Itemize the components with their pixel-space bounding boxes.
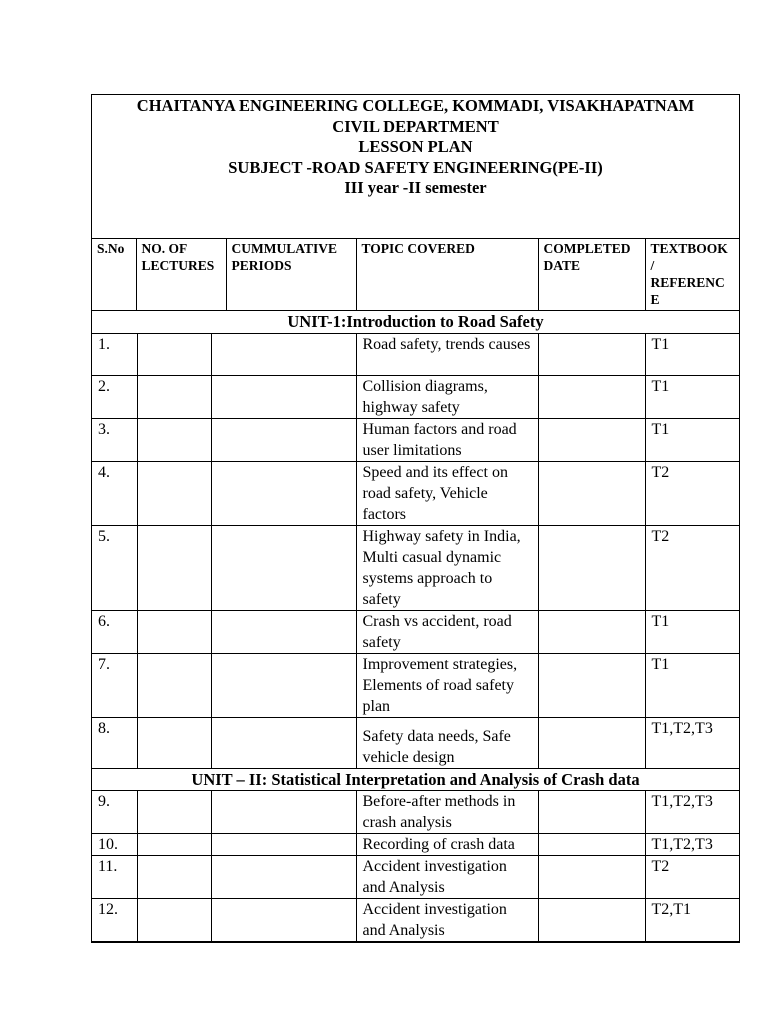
completed-date-cell	[538, 833, 645, 855]
completed-date-cell	[538, 461, 645, 525]
sno-cell: 8.	[92, 717, 137, 768]
reference-cell: T1,T2,T3	[645, 790, 739, 833]
sno-cell: 5.	[92, 525, 137, 610]
lectures-cell	[137, 375, 211, 418]
lesson-plan-table	[92, 239, 739, 311]
completed-date-cell	[538, 333, 645, 375]
topic-cell: Speed and its effect on road safety, Vehicle factors	[356, 461, 538, 525]
document-header	[92, 95, 739, 239]
year-semester: III year -II semester	[344, 178, 487, 197]
reference-cell: T2	[645, 855, 739, 898]
completed-date-cell	[538, 525, 645, 610]
department-name: CIVIL DEPARTMENT	[332, 116, 499, 136]
topic-cell: Before-after methods in crash analysis	[356, 790, 538, 833]
column-header-lectures: NO. OF LECTURES	[136, 239, 226, 311]
completed-date-cell	[538, 418, 645, 461]
reference-cell: T2	[645, 461, 739, 525]
cumulative-cell	[211, 333, 356, 375]
table-row	[92, 855, 739, 898]
sno-cell: 7.	[92, 653, 137, 717]
cumulative-cell	[211, 833, 356, 855]
cumulative-cell	[211, 525, 356, 610]
reference-cell: T1	[645, 333, 739, 375]
topic-cell: Recording of crash data	[356, 833, 538, 855]
table-row	[92, 525, 739, 610]
reference-cell: T1,T2,T3	[645, 833, 739, 855]
cumulative-cell	[211, 375, 356, 418]
lectures-cell	[137, 610, 211, 653]
sno-cell: 2.	[92, 375, 137, 418]
reference-cell: T1	[645, 375, 739, 418]
sno-cell: 1.	[92, 333, 137, 375]
topic-cell: Crash vs accident, road safety	[356, 610, 538, 653]
topic-cell: Safety data needs, Safe vehicle design	[356, 717, 538, 768]
table-row	[92, 790, 739, 833]
lesson-plan-document	[91, 94, 740, 943]
completed-date-cell	[538, 375, 645, 418]
topic-cell: Human factors and road user limitations	[356, 418, 538, 461]
lectures-cell	[137, 790, 211, 833]
lectures-cell	[137, 333, 211, 375]
lectures-cell	[137, 833, 211, 855]
table-row	[92, 898, 739, 941]
completed-date-cell	[538, 653, 645, 717]
completed-date-cell	[538, 898, 645, 941]
table-row	[92, 653, 739, 717]
sno-cell: 9.	[92, 790, 137, 833]
column-header-completed: COMPLETED DATE	[538, 239, 645, 311]
completed-date-cell	[538, 610, 645, 653]
reference-cell: T2,T1	[645, 898, 739, 941]
lectures-cell	[137, 717, 211, 768]
cumulative-cell	[211, 855, 356, 898]
table-row	[92, 375, 739, 418]
table-row	[92, 461, 739, 525]
column-header-topic: TOPIC COVERED	[356, 239, 538, 311]
sno-cell: 12.	[92, 898, 137, 941]
unit-heading-row	[92, 311, 739, 333]
table-row	[92, 833, 739, 855]
reference-cell: T2	[645, 525, 739, 610]
cumulative-cell	[211, 717, 356, 768]
topic-cell: Improvement strategies, Elements of road safety plan	[356, 653, 538, 717]
topic-cell: Highway safety in India, Multi casual dynamic systems approach to safety	[356, 525, 538, 610]
lectures-cell	[137, 418, 211, 461]
cumulative-cell	[211, 790, 356, 833]
sno-cell: 3.	[92, 418, 137, 461]
cumulative-cell	[211, 610, 356, 653]
cumulative-cell	[211, 461, 356, 525]
topic-cell: Road safety, trends causes	[356, 333, 538, 375]
cumulative-cell	[211, 898, 356, 941]
cumulative-cell	[211, 653, 356, 717]
completed-date-cell	[538, 855, 645, 898]
lesson-plan-body	[92, 311, 739, 942]
table-row	[92, 610, 739, 653]
topic-cell: Collision diagrams, highway safety	[356, 375, 538, 418]
topic-cell: Accident investigation and Analysis	[356, 855, 538, 898]
lectures-cell	[137, 898, 211, 941]
college-name: CHAITANYA ENGINEERING COLLEGE, KOMMADI, VISAKHAPATNAM	[136, 96, 695, 115]
column-header-cumulative: CUMMULATIVE PERIODS	[226, 239, 356, 311]
completed-date-cell	[538, 790, 645, 833]
cumulative-cell	[211, 418, 356, 461]
lectures-cell	[137, 461, 211, 525]
topic-cell: Accident investigation and Analysis	[356, 898, 538, 941]
completed-date-cell	[538, 717, 645, 768]
column-header-textbook: TEXTBOOK / REFERENC E	[645, 239, 739, 311]
lectures-cell	[137, 525, 211, 610]
reference-cell: T1	[645, 418, 739, 461]
sno-cell: 6.	[92, 610, 137, 653]
unit-1-heading: UNIT-1:Introduction to Road Safety	[92, 311, 739, 333]
lectures-cell	[137, 855, 211, 898]
sno-cell: 4.	[92, 461, 137, 525]
reference-cell: T1,T2,T3	[645, 717, 739, 768]
unit-heading-row	[92, 768, 739, 790]
reference-cell: T1	[645, 653, 739, 717]
document-title: LESSON PLAN	[358, 137, 473, 156]
table-row	[92, 418, 739, 461]
column-header-sno: S.No	[92, 239, 136, 311]
table-row	[92, 717, 739, 768]
subject-name: SUBJECT -ROAD SAFETY ENGINEERING(PE-II)	[228, 157, 603, 177]
column-header-row	[92, 239, 739, 311]
lectures-cell	[137, 653, 211, 717]
reference-cell: T1	[645, 610, 739, 653]
table-row	[92, 333, 739, 375]
unit-2-heading: UNIT – II: Statistical Interpretation and Analysis of Crash data	[92, 768, 739, 790]
sno-cell: 11.	[92, 855, 137, 898]
sno-cell: 10.	[92, 833, 137, 855]
